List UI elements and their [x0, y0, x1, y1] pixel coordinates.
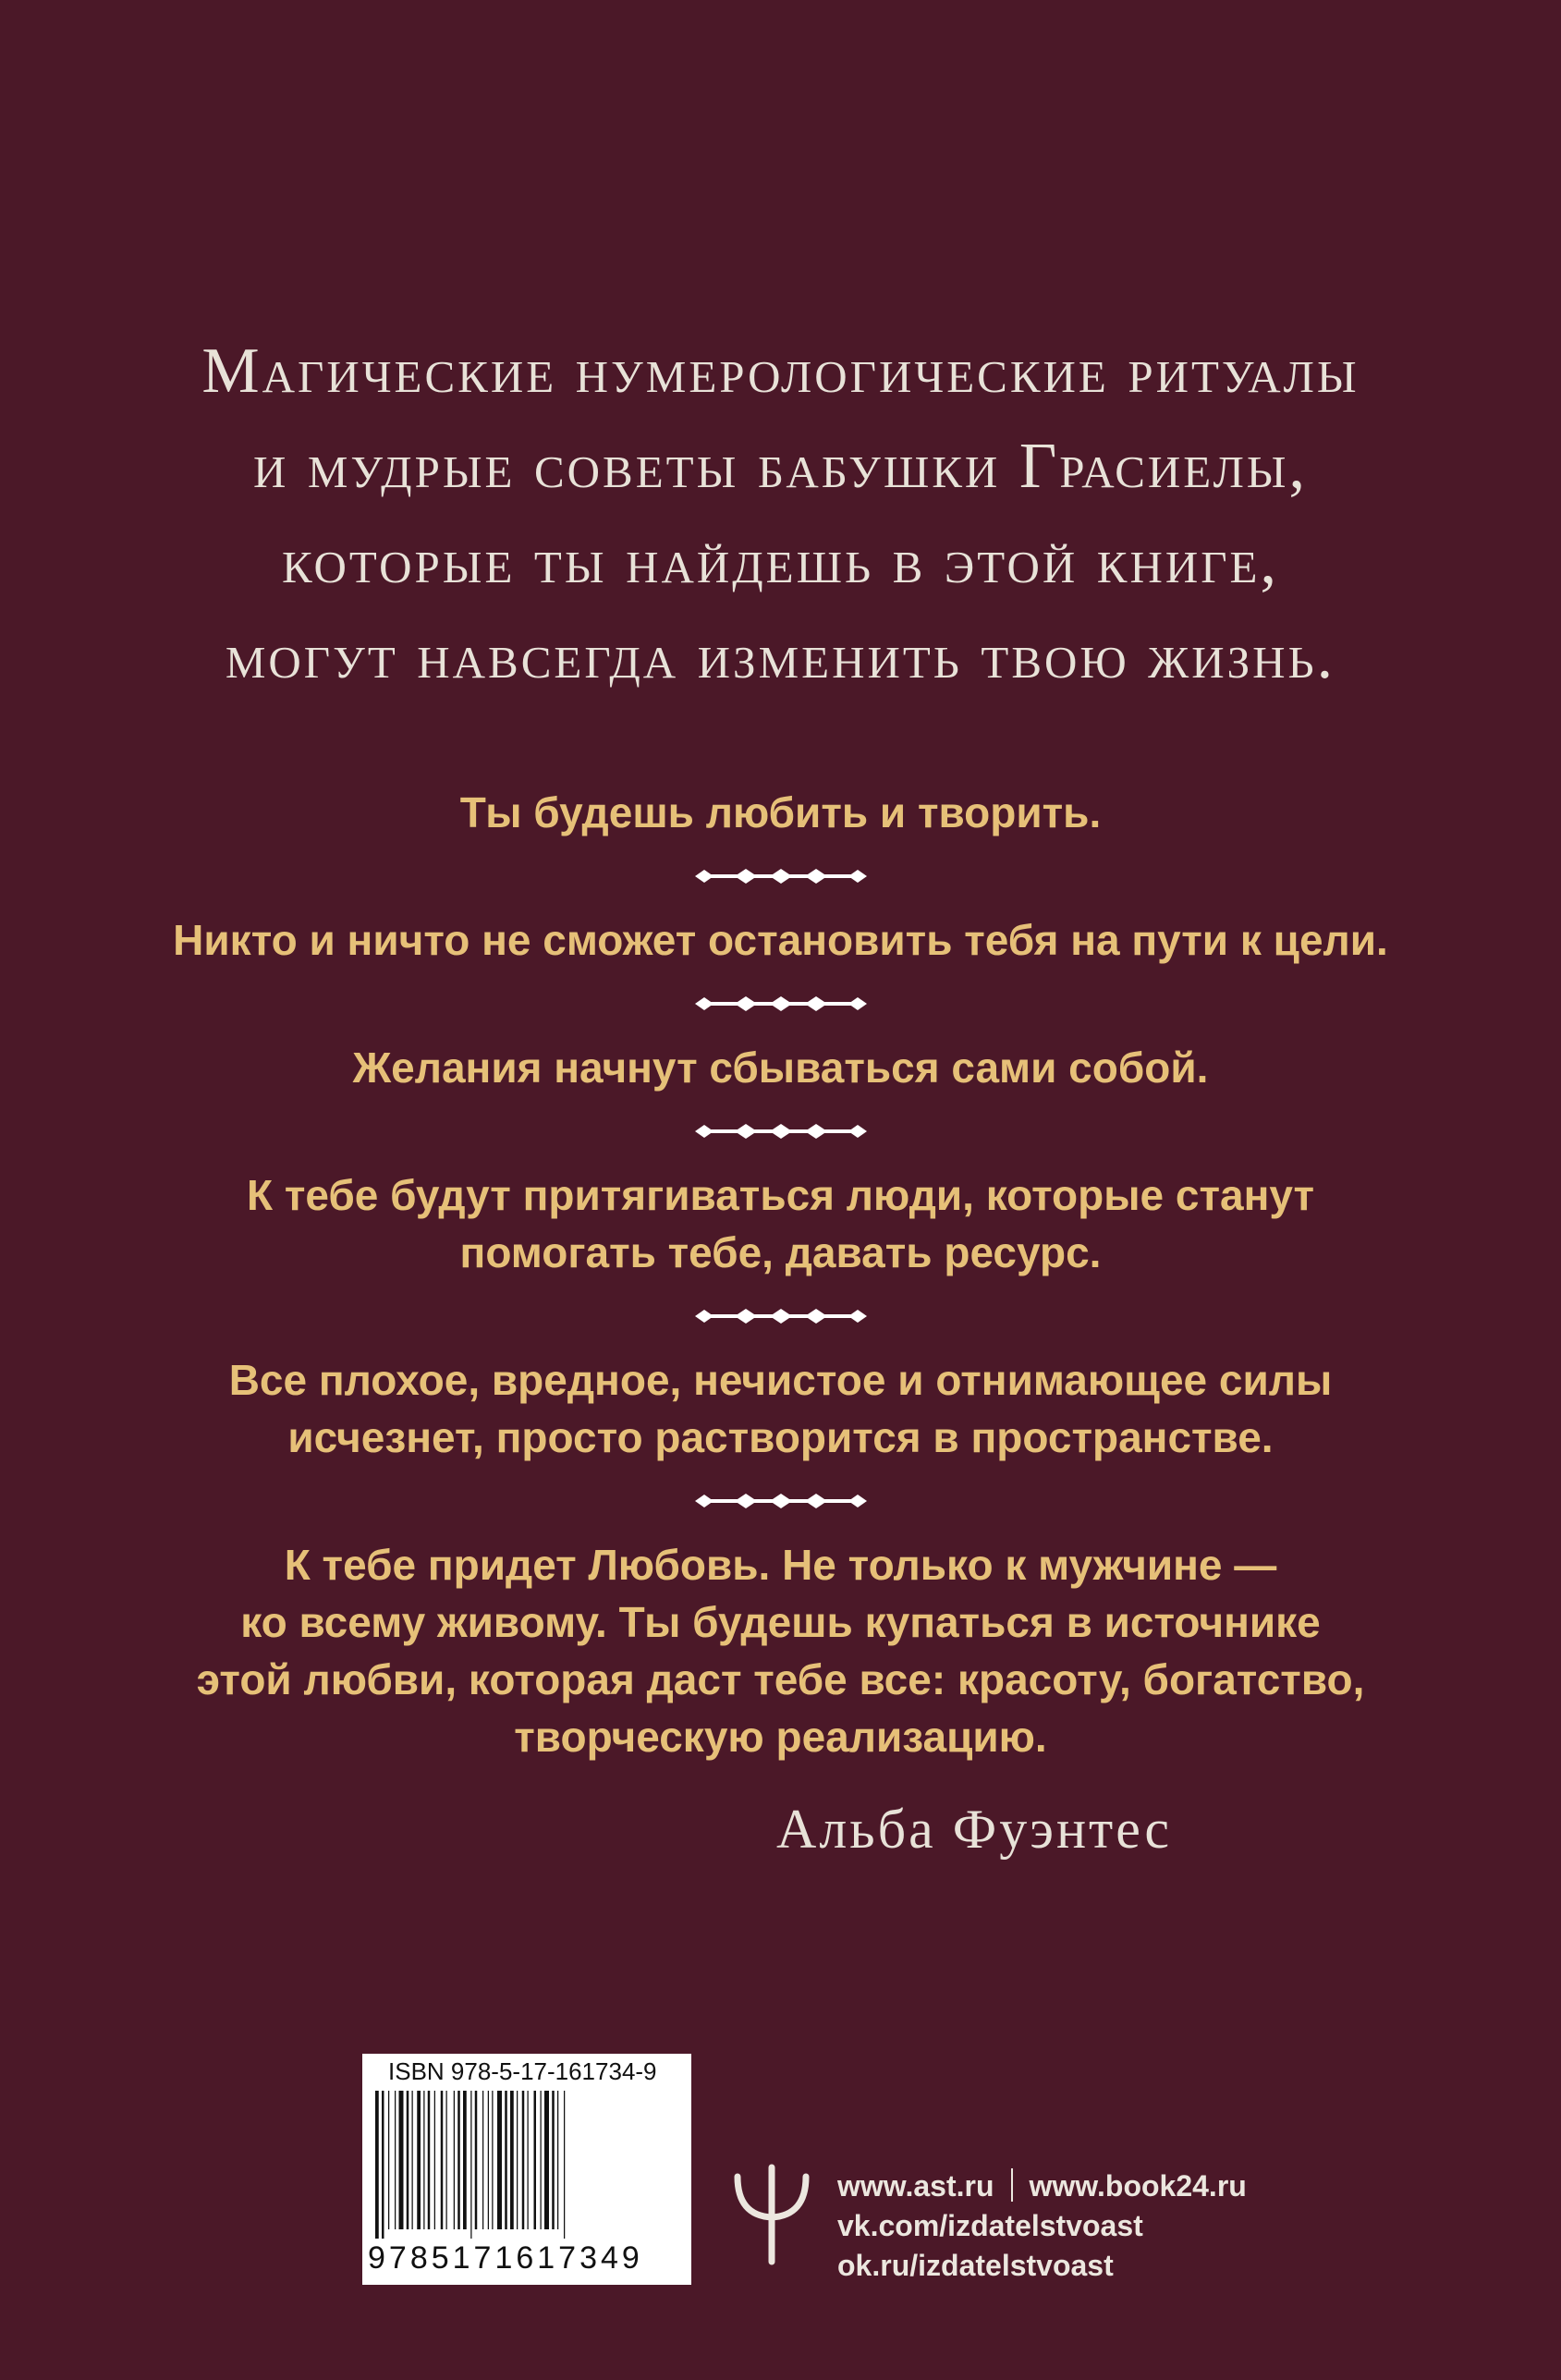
- promise-line: Никто и ничто не сможет остановить тебя на пути к цели.: [173, 916, 1388, 964]
- barcode-bar: [482, 2091, 483, 2229]
- barcode-bar: [470, 2091, 471, 2239]
- barcode-bar: [510, 2091, 514, 2229]
- barcode-bar: [434, 2091, 435, 2229]
- isbn-barcode: [362, 2054, 691, 2285]
- diamond-divider-icon: [0, 841, 1561, 911]
- barcode-bar: [457, 2091, 460, 2229]
- intro-line: Магические нумерологические ритуалы: [201, 336, 1360, 407]
- barcode-bar: [492, 2091, 493, 2229]
- barcode-bar: [564, 2091, 565, 2239]
- barcode-bar: [557, 2091, 558, 2229]
- barcode-bar: [454, 2091, 455, 2229]
- promise-item: [0, 1039, 1561, 1096]
- link-book24[interactable]: www.book24.ru: [1029, 2169, 1247, 2203]
- isbn-label: ISBN 978-5-17-161734-9: [388, 2057, 657, 2085]
- promise-line: Ты будешь любить и творить.: [459, 788, 1102, 836]
- intro-line: могут навсегда изменить твою жизнь.: [225, 621, 1336, 692]
- intro-text: [0, 323, 1561, 704]
- links-row-sites: [837, 2166, 1247, 2206]
- barcode-bar: [407, 2091, 409, 2229]
- promise-list: [0, 784, 1561, 1765]
- barcode-bar: [517, 2091, 518, 2229]
- barcode-bar: [382, 2091, 384, 2239]
- barcode-bar: [541, 2091, 542, 2229]
- barcode-bar: [488, 2091, 489, 2229]
- link-ast[interactable]: www.ast.ru: [837, 2169, 994, 2203]
- promise-line: помогать тебе, давать ресурс.: [459, 1228, 1102, 1276]
- promise-line: ко всему живому. Ты будешь купаться в источнике: [240, 1598, 1321, 1646]
- barcode-bar: [463, 2091, 467, 2229]
- promise-line: творческую реализацию.: [514, 1713, 1047, 1761]
- barcode-bars: [375, 2091, 678, 2239]
- diamond-divider-icon: [0, 969, 1561, 1039]
- promise-item: [0, 1166, 1561, 1281]
- promise-line: исчезнет, просто растворится в пространстве.: [287, 1413, 1274, 1461]
- barcode-bar: [375, 2091, 379, 2239]
- ast-psi-logo: [730, 2158, 813, 2274]
- barcode-bar: [388, 2091, 389, 2229]
- promise-line: Все плохое, вредное, нечистое и отнимающее силы: [228, 1356, 1333, 1404]
- promise-item: [0, 1536, 1561, 1765]
- barcode-bar: [475, 2091, 478, 2229]
- barcode-bar: [417, 2091, 421, 2229]
- barcode-bar: [544, 2091, 549, 2229]
- promise-line: Желания начнут сбываться сами собой.: [352, 1044, 1209, 1092]
- diamond-divider-icon: [0, 1466, 1561, 1536]
- barcode-bar: [528, 2091, 529, 2229]
- publisher-links: [837, 2166, 1247, 2286]
- intro-line: которые ты найдешь в этой книге,: [282, 526, 1279, 597]
- diamond-divider-icon: [0, 1096, 1561, 1166]
- link-vk[interactable]: vk.com/izdatelstvoast: [837, 2209, 1143, 2242]
- barcode-bar: [441, 2091, 444, 2229]
- barcode-bar: [395, 2091, 396, 2229]
- barcode-bar: [399, 2091, 404, 2229]
- barcode-bar: [534, 2091, 537, 2229]
- promise-item: [0, 911, 1561, 969]
- promise-item: [0, 1351, 1561, 1466]
- barcode-bar: [505, 2091, 507, 2229]
- barcode-bar: [552, 2091, 555, 2229]
- promise-line: этой любви, которая даст тебе все: красоту, богатство,: [196, 1655, 1365, 1703]
- barcode-bar: [446, 2091, 447, 2229]
- barcode-digits: 9785171617349: [368, 2240, 643, 2276]
- link-ok[interactable]: ok.ru/izdatelstvoast: [837, 2249, 1114, 2282]
- promise-line: К тебе будут притягиваться люди, которые станут: [246, 1171, 1315, 1219]
- promise-line: К тебе придет Любовь. Не только к мужчине —: [284, 1541, 1277, 1589]
- barcode-bar: [497, 2091, 502, 2229]
- link-separator: [1011, 2168, 1013, 2202]
- barcode-bar: [423, 2091, 424, 2229]
- author-name: Альба Фуэнтес: [776, 1799, 1173, 1860]
- barcode-bar: [522, 2091, 525, 2229]
- promise-item: [0, 784, 1561, 841]
- barcode-bar: [412, 2091, 413, 2229]
- diamond-divider-icon: [0, 1281, 1561, 1351]
- intro-line: и мудрые советы бабушки Грасиелы,: [252, 431, 1309, 502]
- barcode-bar: [428, 2091, 431, 2229]
